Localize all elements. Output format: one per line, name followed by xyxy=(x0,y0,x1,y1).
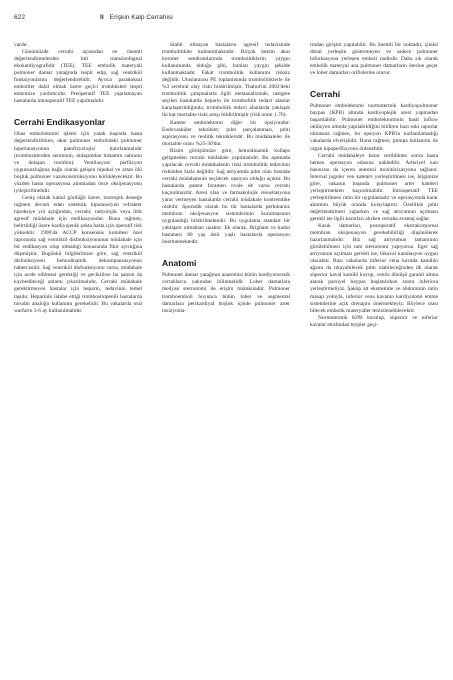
text-column-middle xyxy=(162,42,290,315)
part-number: II xyxy=(100,14,104,21)
paragraph: Bizim görüşümüze göre, hemodinamik kollaps gelişmeden cerrahi müdahale yapılmalıdır. Bu aşamada yapılacak cerrahi müdahalenin riski trombolitik tedavinin riskinden fazla değildir. Sağ atriyumda pıhtı olan hastada cerrahi müdahalenin seçilecek opsiyon olduğu açıktır. Bu hastalarda patent foramen ovale de varsa cerrahi kaçınılmazdır. Arest olan ve farmakolojik resusitasyona yanıt vermeyen hastalarda cerrahi müdahale kontrendike olabilir. Sporadik olarak bu tür hastalarda perkütanöz membran oksijenasyon sistemlerinin kurulmasının uygulandığı bildirilmektedir. Bu uygulama standart bir yaklaşım olmaktan uzaktır. Ek olarak, Brigham ve kadın hastanesi 80 yaş üstü yaşlı hastalarda operasyon önermemektedir. xyxy=(162,147,290,246)
paragraph: Geniş olarak kabul gördüğü üzere, inotropik desteğe rağmen devam eden sistemik hipotansiyon refrakter hipoksiye yol açtığından, cerrahi; radyolojik veya litik agresif müdahale için endikasyondur. Buna rağmen, belirtildiği üzere kardiyojenik şokta hasta için operatif risk yüksektir. 1996'da ACCP konsensüs komitesi özel raporunda sağ ventrikül disfonksiyonunun müdahale için bir endikasyon olup olmadığı konusunda fikir ayrılığına düşmüştür. Bugünkü bilgilerimize göre, sağ ventrikül disfonksiyonu hemodinamik dekompanzasyonun habercisidir. Sağ ventrikül disfonksiyonu varsa, müdahale için acele edilmesi gerektiği ve gecikilirse bu şansın da kaybedileceği anlamı çıkarılmalıdır. Cerrahi müdahale gerektirmeyen hastalar için heparin, tedavinin temel taşıdır. Heparinin inhibe ettiği trombositopenili hastalarda hirudin analoğu kullanımı gerekebilir. Bu vakalarda oral warfarin 3-6 ay kullanılmalıdır. xyxy=(14,194,142,314)
paragraph: Pulmoner damar yatağının anatomisi bütün kardiyotorasik cerrahlarca yakından bilinmelidir. Lober damarlara medyan sternotomi ile erişim mümkündür. Pulmoner tromboemboli boyunca bütün lober ve segmental damarlara perikardiyal boşluk içinde pulmoner arter insizyonla- xyxy=(162,272,290,314)
paragraph: Normotermik KPB kurulup, süperior ve inferior kavalar etrafından teypler geçi- xyxy=(310,314,438,328)
section-heading-surgery: Cerrahi xyxy=(310,89,341,100)
paragraph: vardır. xyxy=(14,42,29,48)
running-header xyxy=(14,14,439,26)
paragraph: Olası emboloktomi işlemi için yatak başında hasta değerlendirilirken, akut pulmoner embolideki pulmoner hipertansiyonun patofizyolojisi hatırlanmalıdır (trombositlerden serotonin, dolaşımdan histamin salınımı ve dolaşan trombin). Ventilasyon/ perfüzyon uygunsuzluğuna bağlı olarak gelişen hipoksi ve artan ölü boşluk pulmoner vazokonstrüksiyonu körükleyecektir. Bu yüzden hasta operasyona alınmadan önce oksijenasyonu iyileştirilmelidir. xyxy=(14,131,142,194)
page-number: 622 xyxy=(14,14,26,21)
text-column-left xyxy=(14,42,142,315)
paragraph: rından girişim yapılabilir. Bu önemli bir noktadır, çünkü distal yerleşim göstermeyen ve sadece pulmoner bifurkasyona yerleşen emboli nadirdir. Daha sık olarak embolik materyal ana pulmoner damarların ötesine geçer ve lober damarları orifislerine oturur. xyxy=(310,42,438,77)
chapter-heading xyxy=(100,14,173,21)
paragraph: Cerrahi müdahaleye karar verildikten sonra hasta hemen operasyon odasına nakledilir. Arteriyel kan basıncını da içeren anestezi monitörizasyonu sağlanır. İnternal juguler ven kateteri yerleştirilmesi ise, bilgimize göre, vakanın başında pulmoner arter kateteri yerleştirmekten kaçınılmalıdır. İntraoperatif TEE yerleştirilmesi rutin bir uygulamadır ve operasyonda karar alınmını büyük oranda kolaylaştırır. Özellikle pıhtı değerlendirmesi yaparken ve sağ atriyumun açılması gerekli ise ilgili kararları alırken cerraha avantaj sağlar. xyxy=(310,152,438,222)
section-heading-surgical-indications: Cerrahi Endikasyonlar xyxy=(14,117,106,128)
paragraph: Günümüzde cerrahi açısından en önemli değerlendirmelerden biri transözofageal ekokardiyografidir (TEE). TEE embolik materyali pulmoner damar yatağında tespit edip, sağ ventrikül fonksiyonlarını değerlendirebilir. Ayrıca paradoksal emboliler dahil olmak üzere geçici trombüsleri tespit etmemize yardımcıdır. Preoperatif TEE yapılamayan hastalarda intraoperatif TEE yapılmalıdır. xyxy=(14,49,142,105)
text-column-right xyxy=(310,42,438,329)
section-heading-anatomy: Anatomi xyxy=(162,258,197,269)
paragraph: Kateter embolektomi diğer bir opsiyondur. Endovasküler teknikler; pıhtı parçalanması, pıhtı aspirasyonu ve reolitik teknikleridir. Bu müdahaleler ile mortalite oranı %25-30'dur. xyxy=(162,119,290,147)
paragraph: Stabil olmayan hastaların agresif tedavisinde trombolitikler kullanılmaktadır. Birçok hekim akut koroner sendromlarında trombolitiklerin yaygın kullanımında olduğu gibi, bunları yaygın şekilde kullanmaktadır. Fakat trombolitik kullanımı risksiz değildir. Uluslararası PE toplantısında trombolitiklerle ile %3 serebral olay riski bildirilmiştir. Thabut'un 2002'deki trombolitik çalışmalarla ilgili metaanalizinde, rastgele seçilen hastalarda heparin ile trombolitik tedavi alanlar karşılaştırıldığında, trombolitik tedavi alanlarda yaklaşık iki kat mortalite riski artışı bildirilmiştir (risk oranı 1.76). xyxy=(162,42,290,119)
paragraph: Kasık damarları, postoperatif ekstrakorporeal membran oksijenasyon gerekebilirliği düşünülerek hazırlanmalıdır. Biz sağ atriyumun tamamının görülebilmesi için tam sternotomi yapıyoruz. Eger sağ atriyumun açılması gerekli ise, bikaval kanülasyon uygun olacaktır. Bazı vakalarda inferior vena kavada kanülün ağzını da tıkayabilecek pıhtı olabileceğinden ilk olarak süperior kaval kanülü koyup, venöz dönüşü garanti altına alarak parsiyel baypas başlatılırken sonra inferiora yerleştirmeliyiz. Şaköp alt ekstremite ve abdominin rutin masajı yoluyla, inferior vena kavanın kardiyotomi emme sistemlerine açık drenajını önermekteyiz. Böylece olası bilecek embolik materyaller temizlenebilecektir. xyxy=(310,223,438,314)
paragraph: Pulmoner embolektomi normotermik kardiyopulmoner baypas (KPB) altında kardiyoplejik arest yapmadan başarılabilir. Pulmoner embolektominin basit inflow oklüzyon altında yapılabildiğini bildiren bazı eski raporlar olmasına rağmen, bu opsiyon KPB'in kullanılamadığı vakalarda elverişlidir. Buna rağmen, pompa kullanımı ile organ hipoperfüzyonu önlenebilir. xyxy=(310,103,438,152)
chapter-title: Erişkin Kalp Cerrahisi xyxy=(109,14,173,21)
